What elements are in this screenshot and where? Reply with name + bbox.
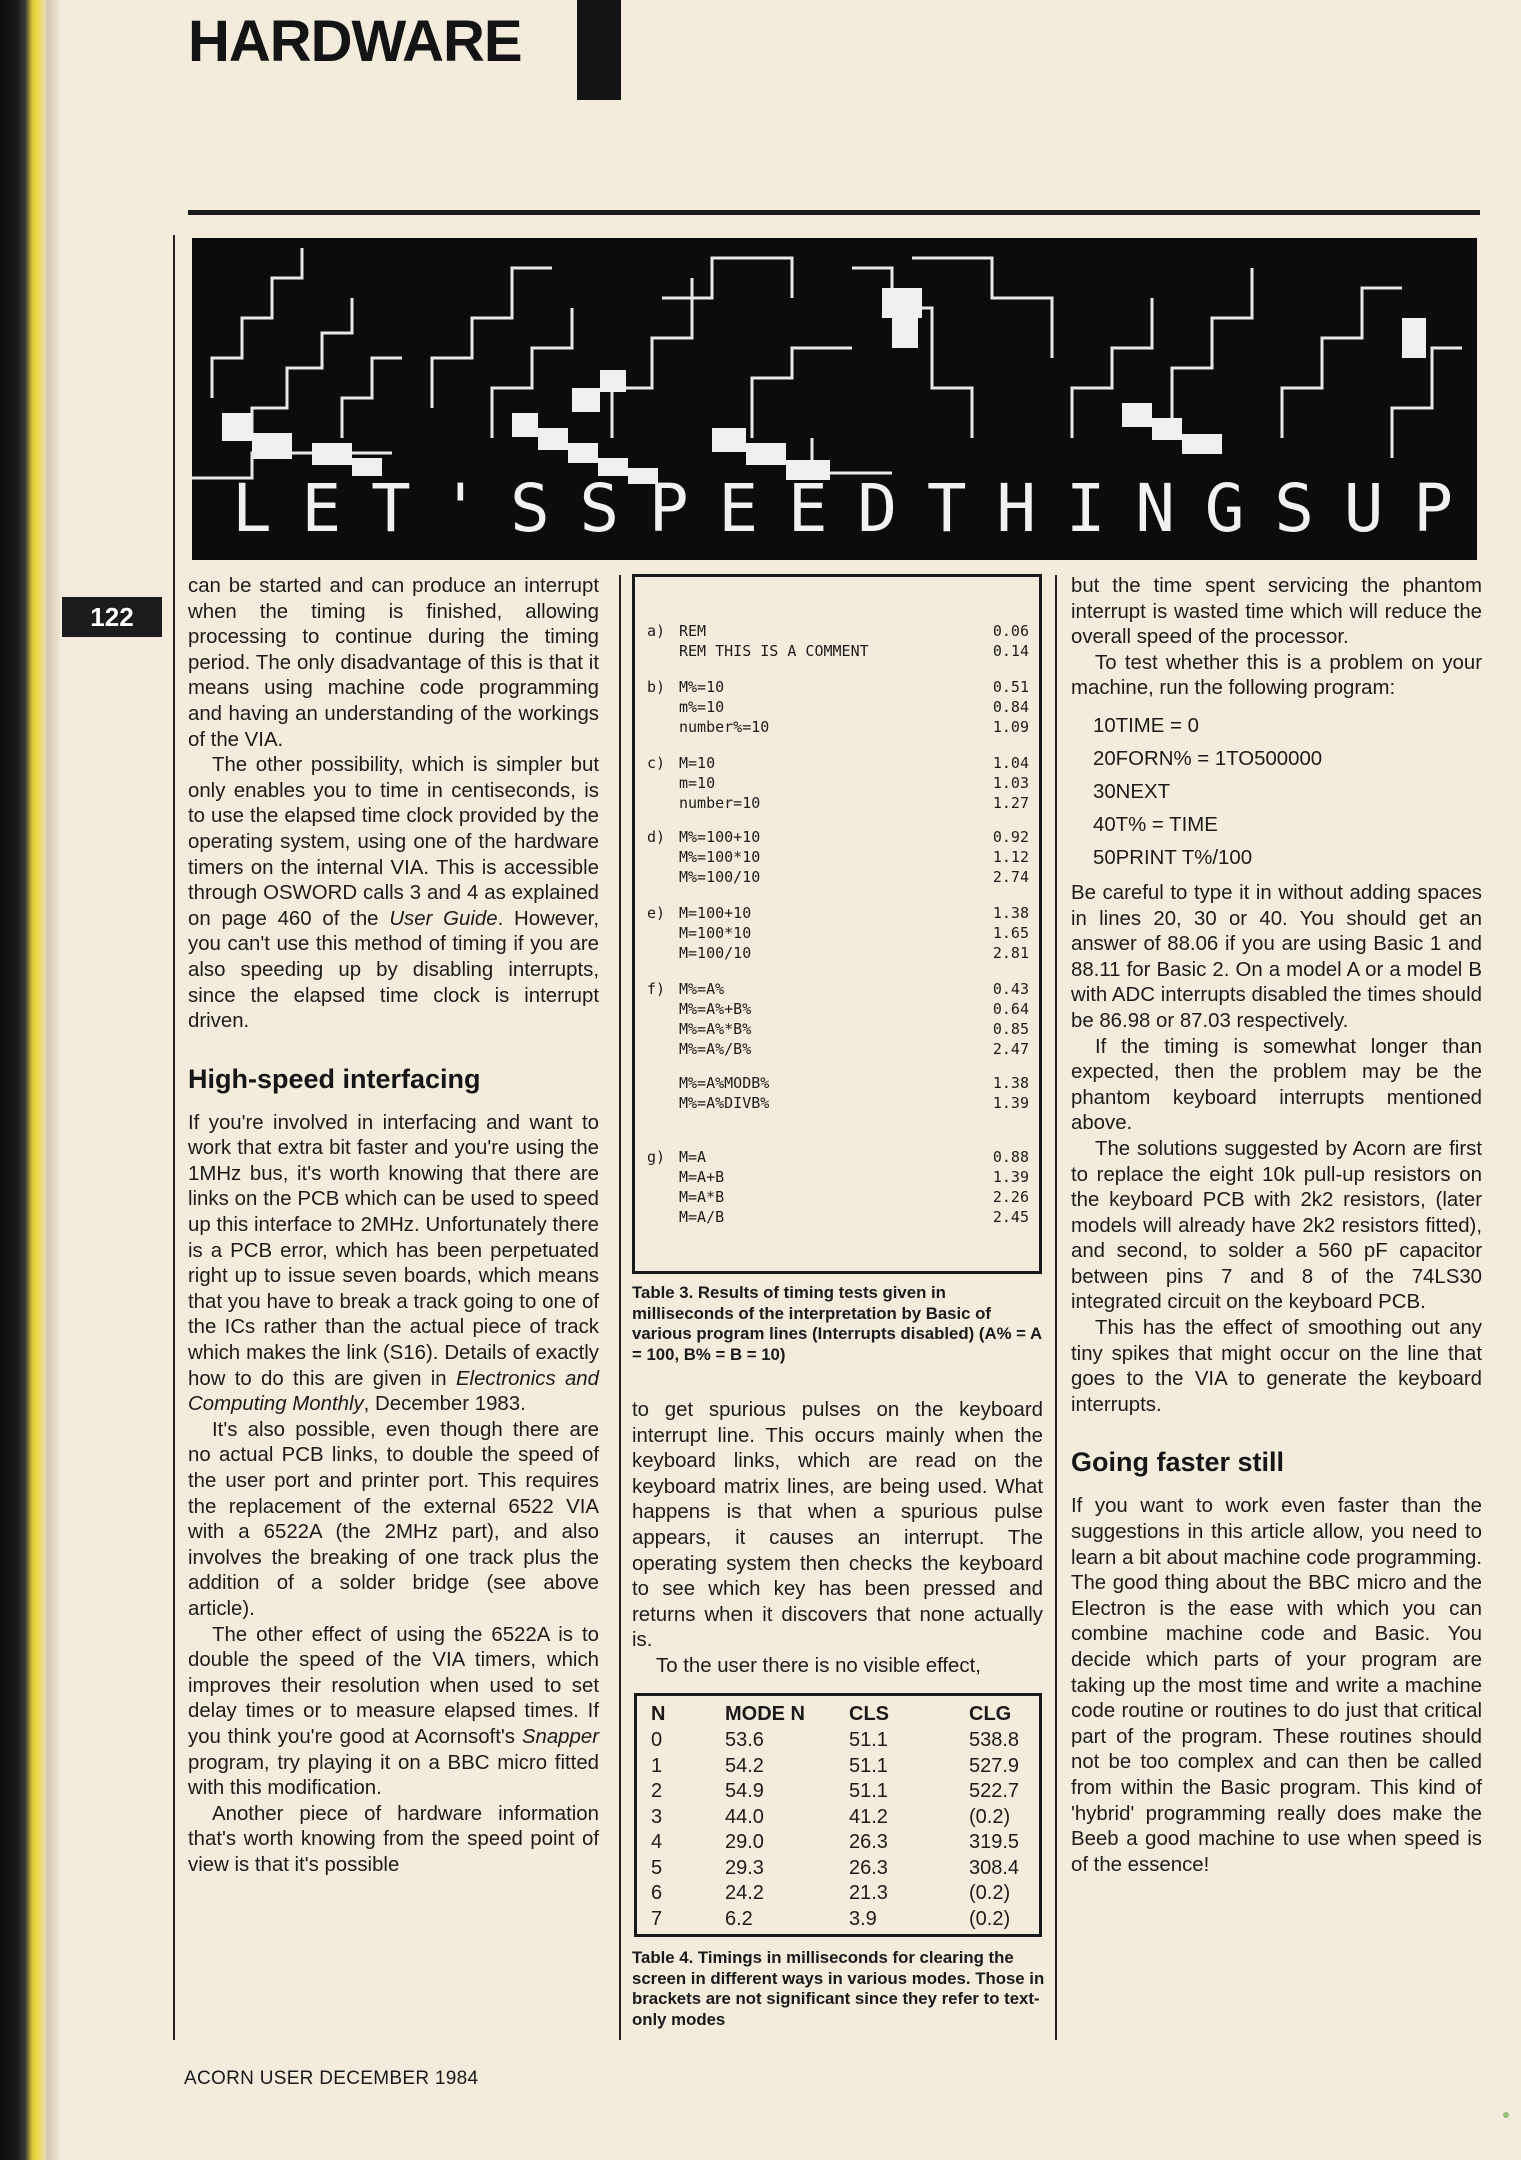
code-line: 20FORN% = 1TO500000 <box>1093 747 1323 770</box>
table-3-group <box>635 979 1039 1059</box>
code-line: 40T% = TIME <box>1093 813 1218 836</box>
table-cell: 51.1 <box>849 1729 888 1751</box>
timing-value: 1.39 <box>992 1168 1029 1186</box>
timing-value: 0.51 <box>992 678 1029 696</box>
table-cell: 44.0 <box>725 1805 764 1828</box>
table-3-row <box>635 1207 1039 1227</box>
table-4-row <box>637 1881 1039 1906</box>
program-line: M%=100*10 <box>679 848 761 866</box>
code-line: 10TIME = 0 <box>1093 714 1199 737</box>
column-rule-2 <box>1055 575 1057 2040</box>
table-cell: 0 <box>651 1729 663 1751</box>
group-label: d) <box>647 828 666 846</box>
table-3-row <box>635 1093 1039 1113</box>
program-line: m%=10 <box>679 698 725 716</box>
table-cell: 24.2 <box>725 1882 764 1904</box>
table-3-group <box>635 1073 1039 1113</box>
program-title: Snapper <box>521 1725 599 1748</box>
timing-value: 2.45 <box>992 1208 1029 1226</box>
paragraph: Be careful to type it in without adding spaces in lines 20, 30 or 40. You should get an answer of 88.06 if you are using Basic 1 and 88.11 for Basic 2. On a model A or a model B with ADC interrupts disabled the times should be 86.98 or 87.03 respectively. <box>1071 881 1482 1032</box>
timing-value: 1.03 <box>992 774 1029 792</box>
page-number: 122 <box>62 597 162 637</box>
banner-letter: L <box>232 470 274 547</box>
program-line: M=10 <box>679 754 716 772</box>
banner-letter: S <box>1274 470 1317 547</box>
table-cell: 527.9 <box>969 1754 1020 1777</box>
program-line: m=10 <box>679 774 716 792</box>
table-4-row <box>637 1805 1039 1830</box>
banner-letter: S <box>579 470 622 547</box>
banner-letter: P <box>648 470 691 547</box>
timing-value: 0.43 <box>992 980 1029 998</box>
program-line: number=10 <box>679 794 761 812</box>
paragraph: The solutions suggested by Acorn are first to replace the eight 10k pull-up resistors on the keyboard PCB with 2k2 resistors, (later models will already have 2k2 resistors fitted), and second, to solder a 560 pF capacitor between pins 7 and 8 of the 74LS30 integrated circuit on the keyboard PCB. <box>1071 1137 1482 1314</box>
text-run: If you're involved in interfacing and want to work that extra bit faster and you're using the 1MHz bus, it's worth knowing that there are links on the PCB which can be used to speed up this interface to 2MHz. Unfortunately there is a PCB error, which has been perpetuated right up to issue seven boards, which means that you have to break a track going to one of the ICs rather than the actual piece of track which makes the link (S16). Details of exactly how to do this are given in <box>188 1111 599 1390</box>
page-edge <box>46 0 60 2160</box>
program-line: M%=A% <box>679 980 725 998</box>
banner-letter: U <box>1343 470 1386 547</box>
column-header: N <box>651 1703 666 1725</box>
text-run: program, try playing it on a BBC micro fitted with this modification. <box>188 1751 599 1800</box>
table-3-row <box>635 697 1039 717</box>
banner-letter: G <box>1204 470 1247 547</box>
column-header: CLS <box>849 1703 889 1725</box>
timing-value: 1.38 <box>992 1074 1029 1092</box>
table-cell: 26.3 <box>849 1856 888 1879</box>
table-3-row <box>635 641 1039 661</box>
table-3-row <box>635 677 1039 697</box>
subheading: Going faster still <box>1071 1447 1285 1478</box>
table-3 <box>632 574 1042 1274</box>
timing-value: 1.04 <box>992 754 1029 772</box>
table-3-row <box>635 773 1039 793</box>
text-run: The other effect of using the 6522A is to double the speed of the VIA timers, which improves their resolution when used to set delay times or to measure elapsed times. If you think you're good at Acornsoft's <box>188 1623 599 1748</box>
program-line: M%=10 <box>679 678 725 696</box>
table-cell: 319.5 <box>969 1831 1020 1853</box>
table-cell: (0.2) <box>969 1805 1011 1828</box>
program-line: M=100+10 <box>679 904 752 922</box>
table-cell: 3 <box>651 1805 663 1828</box>
table-3-row <box>635 1019 1039 1039</box>
table-3-group <box>635 621 1039 661</box>
table-cell: 29.0 <box>725 1831 764 1853</box>
timing-value: 1.09 <box>992 718 1029 736</box>
table-cell: 3.9 <box>849 1907 877 1930</box>
banner-letter: P <box>1413 470 1455 547</box>
program-line: M=100*10 <box>679 924 752 942</box>
table-3-row <box>635 867 1039 887</box>
table-cell: 538.8 <box>969 1729 1020 1751</box>
paragraph: to get spurious pulses on the keyboard interrupt line. This occurs mainly when the keyboard links, which are read on the keyboard matrix lines, are being used. What happens is that when a spurious pulse appears, it causes an interrupt. The operating system then checks the keyboard to see which key has been pressed and returns when it discovers that none actually is. <box>632 1399 1043 1652</box>
table-cell: 2 <box>651 1780 663 1802</box>
speck <box>1503 2112 1509 2118</box>
footer-credit: ACORN USER DECEMBER 1984 <box>184 2068 479 2089</box>
banner-letter: T <box>370 470 413 547</box>
timing-value: 2.74 <box>992 868 1029 886</box>
banner-letter: T <box>926 470 969 547</box>
program-line: M=A+B <box>679 1168 725 1186</box>
table-4-caption: Table 4. Timings in milliseconds for clearing the screen in different ways in various modes. Those in brackets are not significant since they refer to text-only modes <box>632 1948 1045 2029</box>
table-3-group <box>635 677 1039 737</box>
timing-value: 0.88 <box>992 1148 1029 1166</box>
table-3-row <box>635 621 1039 641</box>
table-3-group <box>635 903 1039 963</box>
paragraph <box>188 753 599 1035</box>
table-cell: 522.7 <box>969 1780 1020 1802</box>
program-line: M%=100/10 <box>679 868 761 886</box>
table-4-row <box>637 1728 1039 1753</box>
banner-title <box>192 470 1477 548</box>
program-line: M%=100+10 <box>679 828 761 846</box>
program-line: M%=A%+B% <box>679 1000 752 1018</box>
table-3-row <box>635 999 1039 1019</box>
paragraph: Another piece of hardware information that's worth knowing from the speed point of view is that it's possible <box>188 1802 599 1876</box>
table-4-row <box>637 1830 1039 1855</box>
table-3-row <box>635 903 1039 923</box>
table-cell: 26.3 <box>849 1831 888 1853</box>
table-3-row <box>635 979 1039 999</box>
timing-value: 2.47 <box>992 1040 1029 1058</box>
paragraph: To the user there is no visible effect, <box>656 1654 981 1677</box>
table-3-row <box>635 943 1039 963</box>
program-line: REM THIS IS A COMMENT <box>679 642 869 660</box>
paragraph: but the time spent servicing the phantom interrupt is wasted time which will reduce the overall speed of the processor. <box>1071 575 1482 649</box>
table-cell: 4 <box>651 1831 663 1853</box>
table-3-group <box>635 1147 1039 1227</box>
paragraph: This has the effect of smoothing out any tiny spikes that might occur on the line that goes to the VIA to generate the keyboard interrupts. <box>1071 1317 1482 1416</box>
program-line: M=100/10 <box>679 944 752 962</box>
table-3-row <box>635 847 1039 867</box>
table-cell: 21.3 <box>849 1882 888 1904</box>
timing-value: 0.64 <box>992 1000 1029 1018</box>
table-cell: (0.2) <box>969 1882 1011 1904</box>
group-label: c) <box>647 754 666 772</box>
table-cell: 6.2 <box>725 1907 753 1930</box>
table-3-row <box>635 717 1039 737</box>
magazine-title: Electronics and Computing Monthly <box>188 1367 599 1416</box>
group-label: a) <box>647 622 666 640</box>
column-header: MODE N <box>725 1703 805 1725</box>
subheading: High-speed interfacing <box>188 1063 481 1094</box>
program-line: M=A <box>679 1148 707 1166</box>
code-line: 30NEXT <box>1093 780 1171 803</box>
table-3-row <box>635 1039 1039 1059</box>
column-3 <box>1071 574 1482 1878</box>
timing-value: 2.81 <box>992 944 1029 962</box>
banner-letter: H <box>996 470 1039 547</box>
group-label: e) <box>647 904 666 922</box>
paragraph: can be started and can produce an interrupt when the timing is finished, allowing processing to continue during the timing period. The only disadvantage of this is that it means using machine code programming and having an understanding of the workings of the VIA. <box>188 575 599 751</box>
table-cell: 6 <box>651 1882 663 1904</box>
paragraph: If you want to work even faster than the suggestions in this article allow, you need to learn a bit about machine code programming. The good thing about the BBC micro and the Electron is the ease with which you can combine machine code and Basic. You decide which parts of your program are taking up the most time and write a machine code routine or routines to do just that critical part of the program. These routines should not be too complex and can then be called from within the Basic program. This kind of 'hybrid' programming really does make the Beeb a good machine to use when speed is of the essence! <box>1071 1495 1482 1876</box>
table-3-row <box>635 1187 1039 1207</box>
group-label: g) <box>647 1148 666 1166</box>
table-cell: 51.1 <box>849 1754 888 1777</box>
table-3-caption: Table 3. Results of timing tests given in milliseconds of the interpretation by Basic of various program lines (Interrupts disabled) (A% = A = 100, B% = B = 10) <box>632 1283 1042 1364</box>
column-1 <box>188 574 599 1879</box>
table-4-row <box>637 1907 1039 1932</box>
table-4-row <box>637 1856 1039 1881</box>
program-line: M%=A%MODB% <box>679 1074 770 1092</box>
column-rule-left <box>173 235 175 2040</box>
program-line: M=A/B <box>679 1208 725 1226</box>
text-run: , December 1983. <box>363 1393 526 1416</box>
header-rule <box>188 210 1480 215</box>
table-cell: 5 <box>651 1856 663 1879</box>
timing-value: 1.65 <box>992 924 1029 942</box>
timing-value: 0.14 <box>992 642 1029 660</box>
section-bar <box>577 0 621 100</box>
table-cell: 29.3 <box>725 1856 764 1879</box>
paragraph <box>188 1623 599 1802</box>
binding-spine <box>0 0 46 2160</box>
table-cell: 7 <box>651 1907 663 1930</box>
program-line: M%=A%*B% <box>679 1020 752 1038</box>
timing-value: 0.92 <box>992 828 1029 846</box>
column-2 <box>632 1398 1043 1680</box>
table-cell: 308.4 <box>969 1856 1020 1879</box>
timing-value: 1.38 <box>992 904 1029 922</box>
banner-letter: E <box>718 470 761 547</box>
table-cell: 53.6 <box>725 1729 764 1751</box>
paragraph: If the timing is somewhat longer than expected, then the problem may be the phantom keyboard interrupts mentioned above. <box>1071 1035 1482 1135</box>
banner-graphic <box>192 238 1477 560</box>
timing-value: 0.84 <box>992 698 1029 716</box>
group-label: f) <box>647 980 666 998</box>
program-line: REM <box>679 622 707 640</box>
table-cell: 51.1 <box>849 1780 888 1802</box>
program-line: M=A*B <box>679 1188 725 1206</box>
banner-letter: E <box>787 470 830 547</box>
column-header: CLG <box>969 1703 1012 1725</box>
code-line: 50PRINT T%/100 <box>1093 846 1253 869</box>
book-title: User Guide <box>389 907 498 930</box>
table-4-row <box>637 1779 1039 1804</box>
timing-value: 1.12 <box>992 848 1029 866</box>
table-3-row <box>635 793 1039 813</box>
table-3-row <box>635 1073 1039 1093</box>
table-3-row <box>635 827 1039 847</box>
table-3-group <box>635 827 1039 887</box>
table-cell: 54.2 <box>725 1754 764 1777</box>
column-rule-1 <box>619 575 621 2040</box>
table-3-group <box>635 753 1039 813</box>
code-listing <box>1071 710 1482 875</box>
timing-value: 1.27 <box>992 794 1029 812</box>
timing-value: 0.85 <box>992 1020 1029 1038</box>
table-4 <box>634 1693 1042 1937</box>
table-cell: (0.2) <box>969 1907 1011 1930</box>
program-line: M%=A%DIVB% <box>679 1094 770 1112</box>
banner-letter: N <box>1135 470 1178 547</box>
program-line: M%=A%/B% <box>679 1040 752 1058</box>
timing-value: 1.39 <box>992 1094 1029 1112</box>
text-run: The other possibility, which is simpler but only enables you to time in centiseconds, is to use the elapsed time clock provided by the operating system, using one of the hardware timers on the internal VIA. This is accessible through OSWORD calls 3 and 4 as explained on page 460 of the <box>188 754 599 930</box>
group-label: b) <box>647 678 666 696</box>
table-3-row <box>635 753 1039 773</box>
timing-value: 2.26 <box>992 1188 1029 1206</box>
table-3-row <box>635 923 1039 943</box>
banner-letter: D <box>857 470 900 547</box>
timing-value: 0.06 <box>992 622 1029 640</box>
banner-letter: S <box>509 470 552 547</box>
banner-letter: E <box>301 470 344 547</box>
paragraph: It's also possible, even though there are no actual PCB links, to double the speed of the user port and printer port. This requires the replacement of the external 6522 VIA with a 6522A (the 2MHz part), and also involves the breaking of one track plus the addition of a solder bridge (see above article). <box>188 1418 599 1620</box>
table-3-row <box>635 1167 1039 1187</box>
section-label: HARDWARE <box>188 9 522 74</box>
banner-letter: ' <box>440 470 483 547</box>
table-3-row <box>635 1147 1039 1167</box>
table-cell: 54.9 <box>725 1780 764 1802</box>
banner-letter: I <box>1065 470 1108 547</box>
program-line: number%=10 <box>679 718 770 736</box>
table-4-header <box>637 1702 1039 1727</box>
paragraph <box>188 1111 599 1418</box>
table-cell: 41.2 <box>849 1805 888 1828</box>
table-cell: 1 <box>651 1754 663 1777</box>
paragraph: To test whether this is a problem on your machine, run the following program: <box>1071 651 1482 700</box>
text-run: . However, you can't use this method of timing if you are also speeding up by disabling interrupts, since the elapsed time clock is interrupt driven. <box>188 907 600 1033</box>
table-4-row <box>637 1754 1039 1779</box>
